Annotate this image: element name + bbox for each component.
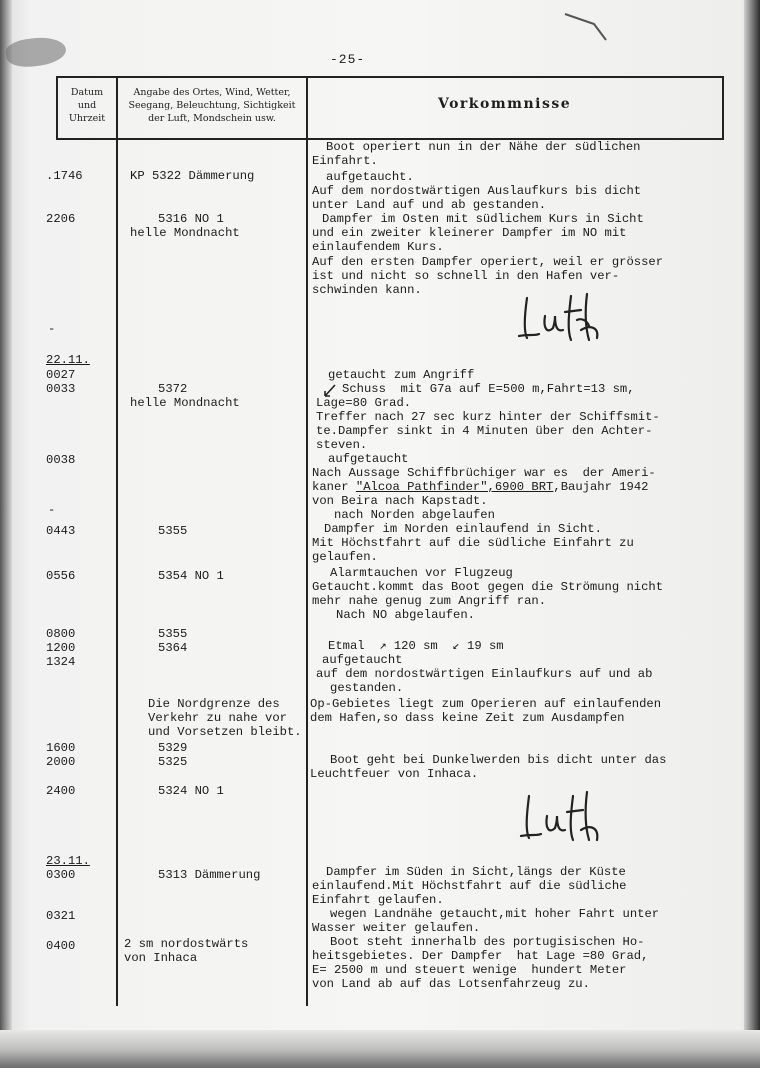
- log-line: unter Land auf und ab gestanden.: [312, 198, 547, 212]
- log-line: steven.: [316, 438, 368, 452]
- log-date: 23.11.: [46, 854, 90, 868]
- header-place-line3: der Luft, Mondschein usw.: [148, 113, 276, 124]
- log-line: Op-Gebietes liegt zum Operieren auf einlaufenden: [310, 697, 662, 711]
- log-time: 0027: [46, 368, 76, 382]
- log-line: Dampfer im Osten mit südlichem Kurs in Sicht: [322, 212, 644, 226]
- log-place: helle Mondnacht: [130, 396, 240, 410]
- log-place: 5372: [158, 382, 188, 396]
- header-events: Vorkommnisse: [438, 96, 572, 112]
- table-top-rule: [56, 76, 724, 78]
- log-line: von Beira nach Kapstadt.: [312, 494, 488, 508]
- separator-dash: -: [48, 322, 56, 336]
- header-date-line3: Uhrzeit: [68, 113, 106, 124]
- log-line: aufgetaucht: [322, 653, 403, 667]
- log-line: aufgetaucht: [328, 452, 409, 466]
- log-time: 0033: [46, 382, 76, 396]
- log-line: [312, 480, 648, 494]
- signature-luth: [515, 788, 605, 852]
- log-line: Boot geht bei Dunkelwerden bis dicht unter das: [330, 753, 667, 767]
- signature-luth: [515, 290, 605, 350]
- log-line: Dampfer im Süden in Sicht,längs der Küste: [326, 865, 626, 879]
- log-place: 2 sm nordostwärts: [124, 937, 249, 951]
- log-line: mehr nahe genug zum Angriff ran.: [312, 594, 547, 608]
- separator-dash: -: [48, 503, 56, 517]
- log-line: Etmal ↗ 120 sm ↙ 19 sm: [328, 639, 504, 653]
- log-line: Nach NO abgelaufen.: [336, 608, 475, 622]
- log-line: Dampfer im Norden einlaufend in Sicht.: [324, 522, 602, 536]
- log-line: nach Norden abgelaufen: [334, 508, 495, 522]
- log-line: Mit Höchstfahrt auf die südliche Einfahrt zu: [312, 536, 634, 550]
- log-place: 5316 NO 1: [158, 212, 224, 226]
- log-line: Schuss mit G7a auf E=500 m,Fahrt=13 sm,: [342, 382, 635, 396]
- log-line: Boot steht innerhalb des portugisischen Ho-: [330, 935, 645, 949]
- log-line: gelaufen.: [312, 550, 378, 564]
- log-place: 5355: [158, 524, 188, 538]
- log-text: ,Baujahr 1942: [553, 480, 649, 494]
- log-line: Getaucht.kommt das Boot gegen die Strömung nicht: [312, 580, 664, 594]
- log-line: gestanden.: [330, 681, 404, 695]
- log-line: heitsgebietes. Der Dampfer hat Lage =80 Grad,: [312, 949, 649, 963]
- log-line: schwinden kann.: [312, 283, 422, 297]
- signature-text: Lüth: [515, 788, 518, 789]
- log-place: von Inhaca: [124, 951, 198, 965]
- log-place: 5313 Dämmerung: [158, 868, 261, 882]
- log-time: 2206: [46, 212, 76, 226]
- log-place: 5325: [158, 755, 188, 769]
- log-time: 2000: [46, 755, 76, 769]
- header-place-line1: Angabe des Ortes, Wind, Wetter,: [133, 87, 291, 98]
- scan-bottom-shadow: [0, 1030, 760, 1068]
- log-time: 0038: [46, 453, 76, 467]
- log-time: 0800: [46, 627, 76, 641]
- log-line: einlaufendem Kurs.: [312, 240, 444, 254]
- log-time: 0300: [46, 868, 76, 882]
- log-line: te.Dampfer sinkt in 4 Minuten über den Achter-: [316, 424, 653, 438]
- page-number: -25-: [330, 52, 366, 67]
- log-place: Verkehr zu nahe vor: [148, 711, 287, 725]
- log-text: kaner: [312, 480, 356, 494]
- paper-scratch: [560, 10, 620, 50]
- log-line: dem Hafen,so dass keine Zeit zum Ausdampfen: [310, 711, 625, 725]
- log-line: Wasser weiter gelaufen.: [312, 921, 481, 935]
- log-line: ist und nicht so schnell in den Hafen ver-: [312, 269, 620, 283]
- binder-mark: [4, 34, 67, 70]
- log-place: und Vorsetzen bleibt.: [148, 725, 302, 739]
- table-right-rule: [722, 76, 724, 140]
- log-place: 5364: [158, 641, 188, 655]
- header-date: [58, 86, 116, 125]
- header-date-line2: und: [77, 100, 97, 111]
- log-line: wegen Landnähe getaucht,mit hoher Fahrt unter: [330, 907, 660, 921]
- column-rule-1: [116, 76, 118, 1006]
- log-line: Leuchtfeuer von Inhaca.: [310, 767, 479, 781]
- log-line: Nach Aussage Schiffbrüchiger war es der Ameri-: [312, 466, 656, 480]
- log-line: einlaufend.Mit Höchstfahrt auf die südliche: [312, 879, 627, 893]
- log-time: 0443: [46, 524, 76, 538]
- log-place: helle Mondnacht: [130, 226, 240, 240]
- log-date: 22.11.: [46, 353, 90, 367]
- log-line: von Land ab auf das Lotsenfahrzeug zu.: [312, 977, 590, 991]
- log-line: Auf den ersten Dampfer operiert, weil er grösser: [312, 255, 664, 269]
- log-line: Einfahrt gelaufen.: [312, 893, 444, 907]
- log-time: 1200: [46, 641, 76, 655]
- log-place: 5329: [158, 741, 188, 755]
- log-place: Die Nordgrenze des: [148, 697, 280, 711]
- log-time: 2400: [46, 784, 76, 798]
- log-line: aufgetaucht.: [326, 170, 414, 184]
- log-time: 0400: [46, 939, 76, 953]
- log-line: Alarmtauchen vor Flugzeug: [330, 566, 513, 580]
- scan-left-shadow: [0, 0, 12, 1068]
- log-line: getaucht zum Angriff: [328, 368, 475, 382]
- log-line: E= 2500 m und steuert wenige hundert Meter: [312, 963, 627, 977]
- signature-text: Lüth: [515, 290, 518, 291]
- header-place: [118, 86, 306, 125]
- ship-name: "Alcoa Pathfinder",6900 BRT: [355, 480, 554, 494]
- log-place: 5324 NO 1: [158, 784, 224, 798]
- log-time: .1746: [46, 169, 83, 183]
- log-line: Boot operiert nun in der Nähe der südlichen: [326, 140, 641, 154]
- log-line: auf dem nordostwärtigen Einlaufkurs auf und ab: [316, 667, 653, 681]
- log-time: 0321: [46, 909, 76, 923]
- log-line: Einfahrt.: [312, 154, 378, 168]
- log-place: 5354 NO 1: [158, 569, 224, 583]
- log-place: KP 5322 Dämmerung: [130, 169, 255, 183]
- log-time: 0556: [46, 569, 76, 583]
- log-line: und ein zweiter kleinerer Dampfer im NO mit: [312, 226, 627, 240]
- header-date-line1: Datum: [70, 87, 104, 98]
- log-line: Lage=80 Grad.: [316, 396, 412, 410]
- column-rule-2: [306, 76, 308, 1006]
- log-line: Auf dem nordostwärtigen Auslaufkurs bis dicht: [312, 184, 642, 198]
- scan-right-shadow: [744, 0, 760, 1068]
- log-place: 5355: [158, 627, 188, 641]
- log-time: 1600: [46, 741, 76, 755]
- log-line: Treffer nach 27 sec kurz hinter der Schiffsmit-: [316, 410, 660, 424]
- header-place-line2: Seegang, Beleuchtung, Sichtigkeit: [128, 100, 296, 111]
- log-time: 1324: [46, 655, 76, 669]
